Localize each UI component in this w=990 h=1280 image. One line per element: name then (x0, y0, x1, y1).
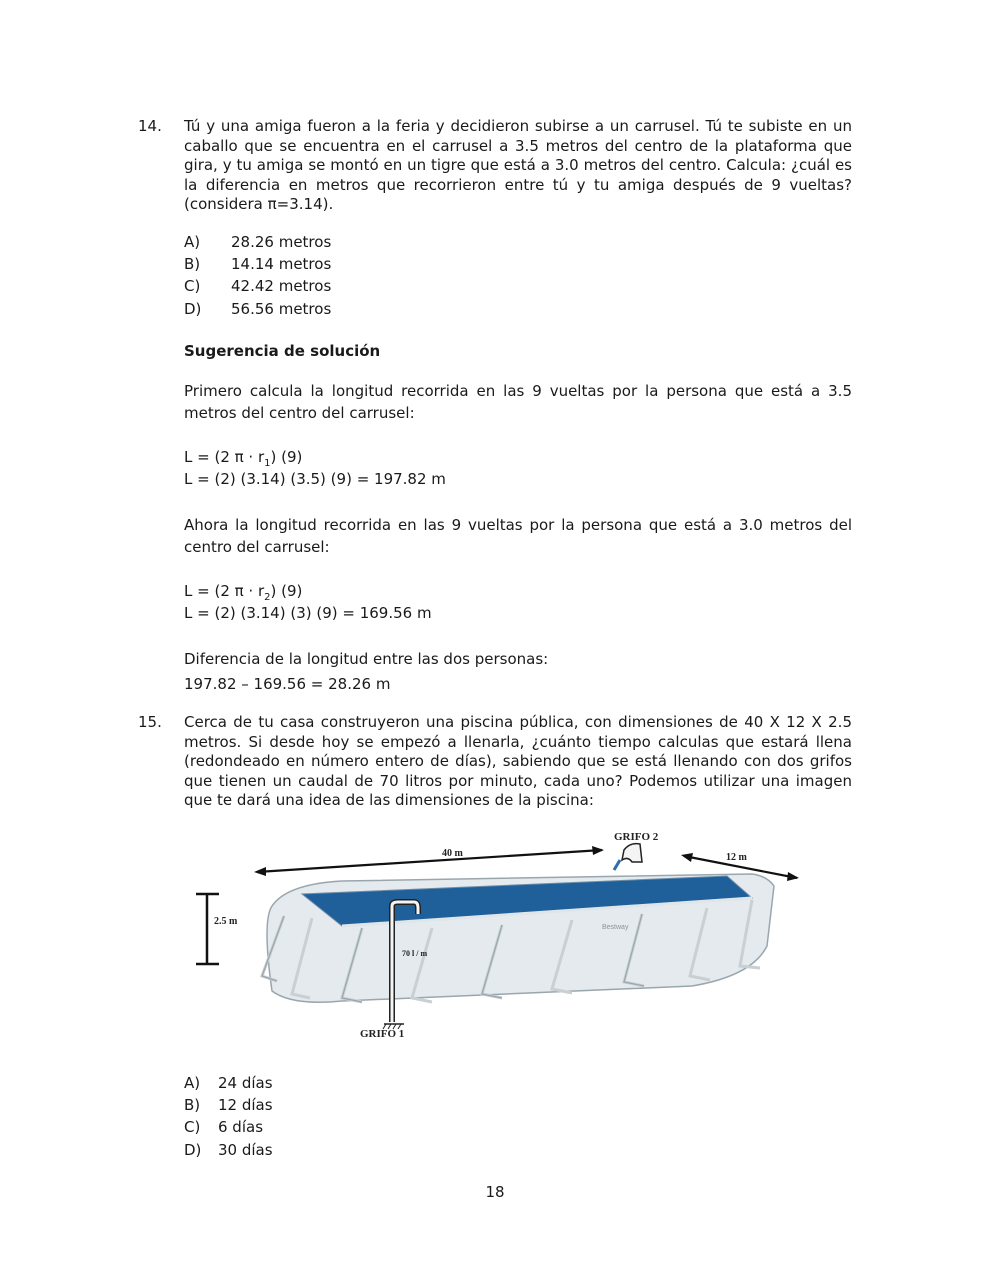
q14-option-b-text: 14.14 metros (231, 255, 332, 273)
q15-number: 15. (138, 713, 162, 731)
hint-title: Sugerencia de solución (184, 342, 381, 360)
q15-option-d-text: 30 días (218, 1141, 273, 1159)
length-label: 40 m (442, 848, 463, 859)
width-label: 12 m (726, 852, 747, 863)
q15-option-c-text: 6 días (218, 1118, 264, 1136)
grifo-1-label: GRIFO 1 (360, 1028, 405, 1040)
pool-figure (192, 826, 802, 1044)
hint-step-2: Ahora la longitud recorrida en las 9 vueltas por la persona que está a 3.0 metros del centro del carrusel: (184, 516, 852, 556)
equation-1a (184, 448, 302, 469)
length-arrow (257, 850, 602, 872)
q14-number: 14. (138, 117, 162, 135)
equation-2a-pre: L = (2 π · r (184, 582, 265, 600)
hint-step-1: Primero calcula la longitud recorrida en las 9 vueltas por la persona que está a 3.5 metros del centro del carrusel: (184, 382, 852, 422)
pool-brand-label: Bestway (602, 924, 629, 931)
equation-3: 197.82 – 169.56 = 28.26 m (184, 675, 391, 693)
height-label: 2.5 m (214, 916, 238, 927)
equation-2a-sub: 2 (264, 592, 271, 603)
q14-option-d-letter: D) (184, 300, 202, 318)
q15-text: Cerca de tu casa construyeron una piscina pública, con dimensiones de 40 X 12 X 2.5 metros. Si desde hoy se empezó a llenarla, ¿cuánto tiempo calculas que estará llena (redondeado en número entero de días), sabiendo que se está llenando con dos grifos que tienen un caudal de 70 litros por minuto, cada uno? Podemos utilizar una imagen que te dará una idea de las dimensiones de la piscina: (184, 713, 852, 809)
equation-1a-pre: L = (2 π · r (184, 448, 265, 466)
q14-option-a-text: 28.26 metros (231, 233, 332, 251)
q14-text: Tú y una amiga fueron a la feria y decidieron subirse a un carrusel. Tú te subiste en un caballo que se encuentra en el carrusel a 3.5 metros del centro de la plataforma que gira, y tu amiga se montó en un tigre que está a 3.0 metros del centro. Calcula: ¿cuál es la diferencia en metros que recorrieron entre tú y tu amiga después de 9 vueltas? (considera π=3.14). (184, 117, 852, 213)
equation-2a-post: ) (9) (270, 582, 303, 600)
q14-option-c-letter: C) (184, 277, 201, 295)
q14-option-d-text: 56.56 metros (231, 300, 332, 318)
q15-option-d-letter: D) (184, 1141, 202, 1159)
q15-option-b-text: 12 días (218, 1096, 273, 1114)
page-number: 18 (485, 1183, 505, 1201)
equation-1a-post: ) (9) (270, 448, 303, 466)
q14-option-a-letter: A) (184, 233, 201, 251)
grifo-2-label: GRIFO 2 (614, 831, 659, 843)
q15-option-a-text: 24 días (218, 1074, 273, 1092)
grifo-2-faucet-icon (614, 844, 642, 870)
q15-option-c-letter: C) (184, 1118, 201, 1136)
equation-2b: L = (2) (3.14) (3) (9) = 169.56 m (184, 604, 432, 622)
q14-option-c-text: 42.42 metros (231, 277, 332, 295)
hint-step-3: Diferencia de la longitud entre las dos personas: (184, 650, 549, 668)
q15-option-a-letter: A) (184, 1074, 201, 1092)
equation-1b: L = (2) (3.14) (3.5) (9) = 197.82 m (184, 470, 446, 488)
equation-1a-sub: 1 (264, 458, 271, 469)
q14-option-b-letter: B) (184, 255, 201, 273)
flow-label: 70 l / m (402, 949, 428, 958)
q15-option-b-letter: B) (184, 1096, 201, 1114)
equation-2a (184, 582, 302, 603)
